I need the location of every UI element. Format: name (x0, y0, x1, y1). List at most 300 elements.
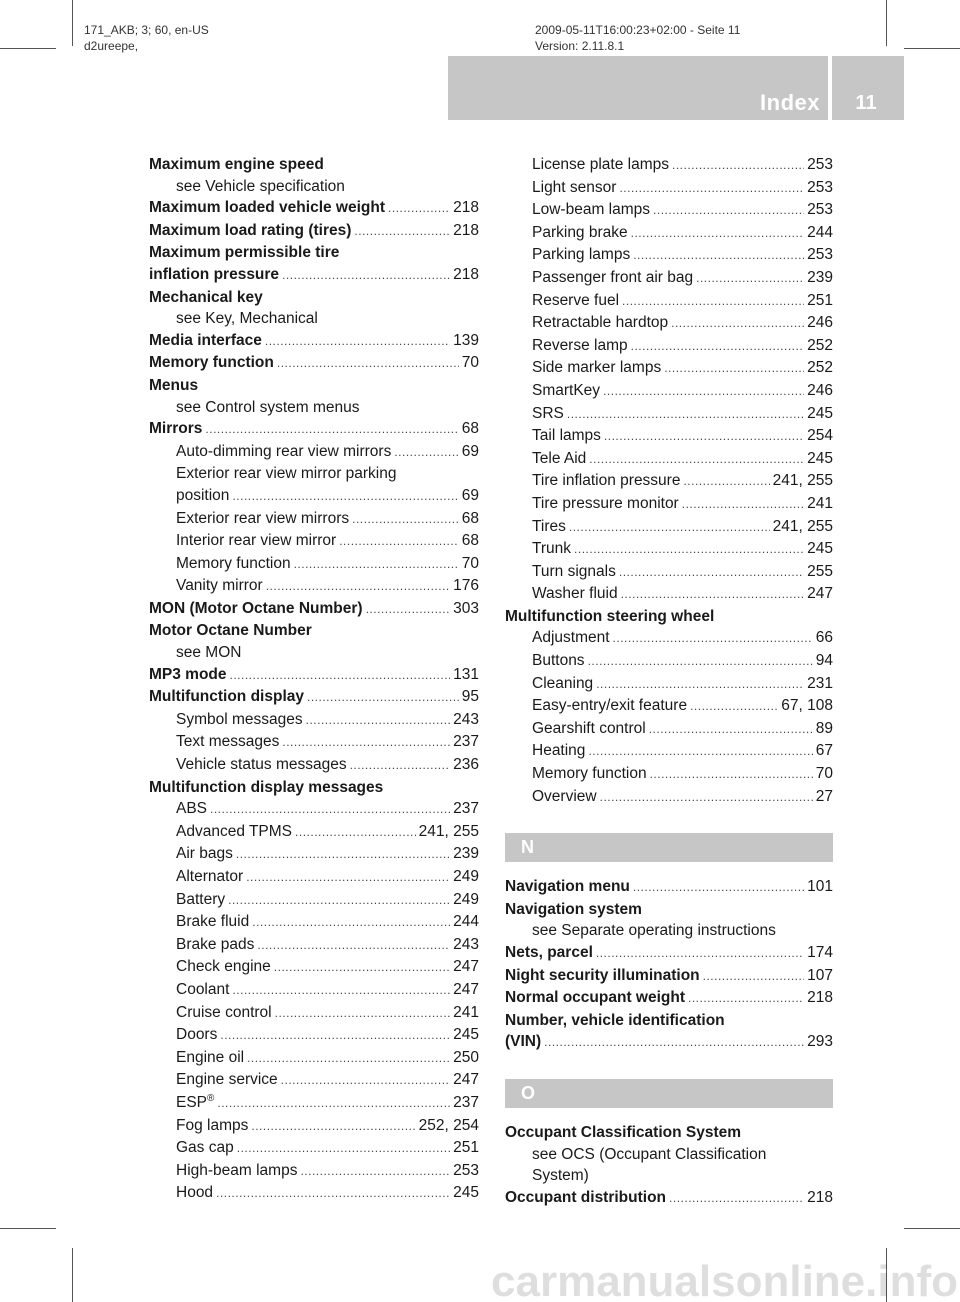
entry-page: 95 (461, 688, 479, 706)
entry-page: 94 (815, 652, 833, 670)
entry-term-text: ESP (176, 1093, 208, 1111)
entry-term (149, 220, 351, 242)
entry-term-text: Advanced TPMS (176, 822, 293, 840)
dot-leader (669, 1188, 804, 1210)
entry-term-text: Text messages (176, 733, 280, 751)
entry-term (532, 335, 628, 357)
dot-leader (589, 449, 804, 471)
dot-leader (619, 178, 804, 200)
entry-term-text: Heating (532, 742, 586, 760)
entry-term-text: MON (Motor Octane Number) (149, 599, 363, 617)
entry-page: 236 (453, 756, 479, 774)
entry-term-text: Low-beam lamps (532, 201, 651, 219)
entry-page: 247 (453, 1071, 479, 1089)
index-subentry (149, 575, 479, 598)
entry-term-text: Multifunction steering wheel (505, 607, 715, 625)
entry-term-text: Maximum engine speed (149, 156, 324, 173)
entry-term-text: Trunk (532, 540, 572, 558)
index-letter-header: N (505, 833, 833, 862)
dot-leader (236, 844, 450, 866)
entry-term-text: Engine oil (176, 1048, 245, 1066)
entry-page: 174 (807, 944, 833, 961)
entry-term-text: ABS (176, 800, 208, 818)
entry-term (505, 876, 630, 898)
index-subentry (505, 493, 833, 516)
entry-term-text: Reserve fuel (532, 291, 620, 309)
dot-leader (544, 1032, 804, 1054)
entry-term (149, 154, 324, 176)
entry-page: 101 (807, 878, 833, 896)
dot-leader (217, 1093, 450, 1115)
index-entry (505, 1031, 833, 1054)
entry-term (176, 508, 349, 530)
entry-term-text: Tire inflation pressure (532, 472, 681, 490)
entry-term-text: Memory function (532, 765, 647, 783)
index-subentry (505, 335, 833, 358)
crop-mark (886, 0, 887, 46)
index-entry (505, 876, 833, 899)
index-subentry (505, 244, 833, 267)
entry-term-text: Adjustment (532, 629, 610, 647)
index-subentry (149, 530, 479, 553)
entry-term (505, 942, 593, 964)
entry-page: 253 (807, 246, 833, 264)
entry-term-text: Alternator (176, 868, 244, 885)
entry-term (149, 287, 263, 309)
dot-leader (596, 674, 804, 696)
index-entry (505, 606, 833, 628)
entry-term-text: Memory function (176, 554, 291, 572)
entry-page: 243 (453, 710, 479, 728)
print-meta-right (535, 22, 740, 54)
entry-term-text: (VIN) (505, 1033, 542, 1051)
entry-term-text: position (176, 486, 230, 504)
entry-term-text: see OCS (Occupant Classification (532, 1145, 767, 1163)
dot-leader (631, 336, 805, 358)
entry-term-text: Overview (532, 787, 597, 805)
entry-term-text: Hood (176, 1184, 214, 1202)
index-entry (505, 987, 833, 1010)
crop-mark (904, 48, 960, 49)
dot-leader (622, 291, 804, 313)
entry-term (176, 463, 397, 485)
entry-term (176, 911, 249, 933)
entry-page: 231 (807, 674, 833, 692)
index-subentry (149, 1024, 479, 1047)
entry-term-text: Engine service (176, 1071, 278, 1089)
index-subentry (149, 1182, 479, 1205)
index-entry (505, 1187, 833, 1210)
entry-page: 218 (453, 265, 479, 283)
entry-term (532, 312, 668, 334)
dot-leader (569, 517, 770, 539)
entry-term (532, 470, 680, 492)
crop-mark (904, 1228, 960, 1229)
index-entry (149, 777, 479, 799)
entry-term (176, 1047, 244, 1069)
entry-page: 244 (807, 223, 833, 241)
index-subentry (505, 673, 833, 696)
dot-leader (596, 943, 804, 965)
index-entry (505, 1010, 833, 1032)
index-entry (505, 942, 833, 965)
index-entry (149, 620, 479, 642)
index-subentry (149, 821, 479, 844)
entry-term-text: Symbol messages (176, 710, 303, 728)
dot-leader (688, 988, 804, 1010)
entry-page: 245 (453, 1026, 479, 1044)
index-subentry (149, 798, 479, 821)
dot-leader (300, 1161, 450, 1183)
entry-term-text: Multifunction display (149, 688, 304, 706)
dot-leader (703, 966, 804, 988)
index-subentry (149, 709, 479, 732)
index-entry (505, 899, 833, 921)
index-subentry (505, 1165, 833, 1187)
dot-leader (232, 486, 458, 508)
entry-term (532, 718, 646, 740)
dot-leader (220, 1025, 450, 1047)
entry-term-text: Number, vehicle identification (505, 1011, 725, 1029)
entry-term-text: Menus (149, 376, 199, 394)
entry-term-text: Exterior rear view mirror parking (176, 465, 397, 483)
entry-term (176, 1092, 214, 1114)
index-subentry (505, 695, 833, 718)
entry-term-text: SmartKey (532, 381, 601, 399)
entry-term (176, 530, 336, 552)
entry-term (532, 650, 585, 672)
dot-leader (567, 404, 804, 426)
entry-term (532, 154, 669, 176)
entry-page: 67 (815, 742, 833, 760)
entry-page: 241 (453, 1003, 479, 1021)
dot-leader (274, 957, 450, 979)
entry-page: 247 (453, 980, 479, 998)
entry-term-text: Maximum permissible tire (149, 244, 340, 262)
index-letter-header: O (505, 1079, 833, 1108)
entry-term-text: High-beam lamps (176, 1161, 298, 1179)
dot-leader (307, 687, 459, 709)
dot-leader (247, 1048, 450, 1070)
entry-page: 27 (815, 787, 833, 805)
entry-term-text: Maximum load rating (tires) (149, 221, 352, 239)
index-subentry (149, 441, 479, 464)
entry-term (176, 754, 347, 776)
dot-leader (621, 584, 805, 606)
entry-term (532, 357, 661, 379)
entry-term (176, 821, 292, 843)
entry-term (176, 934, 254, 956)
index-subentry (505, 650, 833, 673)
dot-leader (281, 1070, 450, 1092)
entry-term-text: Multifunction display messages (149, 778, 384, 796)
dot-leader (352, 509, 459, 531)
entry-term (532, 695, 687, 717)
entry-term-text: Normal occupant weight (505, 989, 685, 1007)
crop-mark (72, 0, 73, 46)
entry-term-text: Battery (176, 890, 226, 908)
entry-term-text: Vanity mirror (176, 577, 263, 595)
index-subentry (505, 154, 833, 177)
dot-leader (237, 1138, 450, 1160)
entry-term (176, 575, 263, 597)
dot-leader (604, 426, 804, 448)
entry-term-text: Reverse lamp (532, 336, 628, 354)
entry-page: 245 (807, 404, 833, 422)
entry-term (176, 642, 241, 664)
dot-leader (251, 1116, 415, 1138)
entry-page: 241, 255 (772, 517, 833, 535)
index-subentry (505, 357, 833, 380)
entry-term-text: Interior rear view mirror (176, 532, 337, 550)
index-subentry (505, 561, 833, 584)
index-subentry (149, 1047, 479, 1070)
entry-term (505, 1010, 725, 1032)
entry-term (532, 920, 776, 942)
index-subentry (149, 176, 479, 198)
entry-term-text: Parking brake (532, 223, 628, 241)
dot-leader (613, 628, 813, 650)
entry-page: 251 (807, 291, 833, 309)
index-column-right (505, 154, 833, 1209)
entry-page: 239 (453, 845, 479, 863)
index-entry (149, 197, 479, 220)
index-subentry (149, 934, 479, 957)
dot-leader (603, 381, 804, 403)
entry-term (176, 731, 279, 753)
entry-page: 246 (807, 381, 833, 399)
dot-leader (633, 245, 804, 267)
entry-page: 70 (815, 765, 833, 783)
entry-term (532, 538, 571, 560)
entry-term-text: Mirrors (149, 420, 203, 438)
entry-term (532, 199, 650, 221)
entry-term-text: Tail lamps (532, 427, 601, 445)
dot-leader (306, 710, 450, 732)
dot-leader (664, 358, 804, 380)
header-separator (828, 56, 832, 120)
registered-mark: ® (207, 1092, 215, 1104)
entry-term-text: Cleaning (532, 674, 594, 692)
entry-term (176, 1182, 213, 1204)
entry-term (532, 177, 616, 199)
entry-term-text: Parking lamps (532, 246, 631, 264)
index-entry (149, 686, 479, 709)
entry-page: 70 (461, 354, 479, 372)
entry-term-text: Occupant Classification System (505, 1123, 742, 1141)
entry-term (505, 965, 700, 987)
crop-mark (0, 48, 56, 49)
entry-term (505, 606, 714, 628)
entry-term (532, 763, 647, 785)
entry-page: 70 (461, 554, 479, 572)
dot-leader (690, 696, 778, 718)
entry-page: 252 (807, 359, 833, 377)
entry-term-text: Coolant (176, 980, 230, 998)
entry-term-text: Doors (176, 1026, 218, 1044)
entry-term-text: see Control system menus (176, 398, 360, 416)
entry-page: 255 (807, 562, 833, 580)
entry-page: 245 (807, 449, 833, 467)
index-subentry (149, 731, 479, 754)
dot-leader (633, 877, 804, 899)
dot-leader (232, 980, 450, 1002)
index-entry (149, 418, 479, 441)
dot-leader (216, 1183, 450, 1205)
entry-term-text: SRS (532, 404, 564, 422)
crop-mark (886, 1248, 887, 1302)
dot-leader (649, 719, 813, 741)
dot-leader (650, 764, 813, 786)
index-subentry (505, 786, 833, 809)
entry-term (176, 1069, 278, 1091)
dot-leader (574, 539, 804, 561)
entry-term (532, 1144, 766, 1166)
dot-leader (696, 268, 804, 290)
dot-leader (228, 890, 450, 912)
entry-page: 253 (453, 1161, 479, 1179)
entry-page: 249 (453, 890, 479, 908)
entry-term (505, 899, 642, 921)
index-subentry (505, 718, 833, 741)
entry-term (149, 375, 198, 397)
dot-leader (266, 576, 450, 598)
entry-term-text: Turn signals (532, 562, 616, 580)
entry-term-text: Maximum loaded vehicle weight (149, 199, 386, 217)
index-entry (149, 264, 479, 287)
entry-term-text: see MON (176, 644, 242, 662)
index-subentry (149, 463, 479, 485)
entry-term-text: Side marker lamps (532, 359, 662, 377)
entry-term-text: Fog lamps (176, 1116, 249, 1134)
entry-term-text: see Key, Mechanical (176, 310, 318, 328)
entry-page: 107 (807, 966, 833, 984)
entry-page: 254 (807, 427, 833, 445)
print-meta-right-line2: Version: 2.11.8.1 (535, 39, 625, 53)
entry-term (532, 425, 601, 447)
index-subentry (149, 843, 479, 866)
entry-term-text: Air bags (176, 845, 233, 863)
index-subentry (505, 516, 833, 539)
dot-leader (277, 353, 459, 375)
entry-page: 67, 108 (781, 697, 833, 715)
entry-term-text: Navigation system (505, 900, 642, 918)
entry-page: 303 (453, 599, 479, 617)
entry-term-text: Media interface (149, 331, 262, 349)
index-entry (505, 965, 833, 988)
dot-leader (588, 741, 812, 763)
index-subentry (505, 538, 833, 561)
entry-term (149, 264, 279, 286)
entry-page: 69 (461, 486, 479, 504)
dot-leader (257, 935, 450, 957)
entry-term (176, 1024, 217, 1046)
entry-term (176, 485, 229, 507)
entry-term-text: Gearshift control (532, 719, 646, 737)
dot-leader (354, 221, 450, 243)
entry-term (176, 1160, 297, 1182)
index-subentry (505, 583, 833, 606)
index-subentry (149, 1115, 479, 1138)
entry-term-text: MP3 mode (149, 665, 227, 683)
index-entry (149, 287, 479, 309)
entry-term (176, 308, 318, 330)
entry-term (532, 740, 585, 762)
index-entry (149, 352, 479, 375)
entry-page: 250 (453, 1048, 479, 1066)
entry-page: 218 (807, 989, 833, 1007)
entry-page: 239 (807, 268, 833, 286)
dot-leader (683, 471, 769, 493)
index-subentry (505, 199, 833, 222)
entry-term-text: System) (532, 1167, 589, 1185)
entry-term (176, 979, 229, 1001)
index-subentry (149, 754, 479, 777)
entry-term-text: Retractable hardtop (532, 314, 669, 332)
index-entry (149, 330, 479, 353)
dot-leader (252, 912, 450, 934)
entry-term (176, 866, 243, 888)
dot-leader (671, 313, 804, 335)
entry-term-text: Cruise control (176, 1003, 272, 1021)
entry-term (176, 176, 345, 198)
entry-page: 251 (453, 1139, 479, 1157)
index-subentry (505, 627, 833, 650)
entry-term (176, 1137, 234, 1159)
index-subentry (149, 979, 479, 1002)
entry-term (532, 786, 597, 808)
index-subentry (505, 267, 833, 290)
dot-leader (600, 787, 813, 809)
entry-page: 218 (453, 199, 479, 217)
dot-leader (631, 223, 804, 245)
dot-leader (394, 442, 458, 464)
print-meta-left-line1: 171_AKB; 3; 60, en-US (84, 23, 209, 37)
index-subentry (505, 222, 833, 245)
entry-term-text: Light sensor (532, 178, 617, 196)
entry-term (176, 553, 291, 575)
entry-term (149, 197, 385, 219)
print-meta-left (84, 22, 209, 54)
entry-page: 253 (807, 178, 833, 196)
dot-leader (588, 651, 813, 673)
entry-term (149, 598, 363, 620)
entry-term (149, 777, 383, 799)
entry-page: 247 (807, 585, 833, 603)
entry-term (532, 583, 618, 605)
entry-term (176, 956, 271, 978)
entry-term-text: Brake pads (176, 935, 255, 953)
entry-term-text: see Separate operating instructions (532, 922, 776, 940)
index-subentry (149, 866, 479, 889)
dot-leader (275, 1003, 451, 1025)
entry-term (149, 686, 304, 708)
entry-term-text: Navigation menu (505, 878, 630, 896)
dot-leader (366, 599, 451, 621)
entry-term (176, 709, 303, 731)
index-entry (149, 242, 479, 264)
entry-term-text: Passenger front air bag (532, 268, 694, 286)
index-subentry (149, 1069, 479, 1092)
entry-term (505, 1031, 541, 1053)
dot-leader (653, 200, 804, 222)
entry-term (176, 397, 360, 419)
print-meta-left-line2: d2ureepe, (84, 39, 139, 53)
entry-term (532, 403, 564, 425)
entry-term (176, 441, 391, 463)
entry-page: 237 (453, 733, 479, 751)
index-entry (149, 220, 479, 243)
